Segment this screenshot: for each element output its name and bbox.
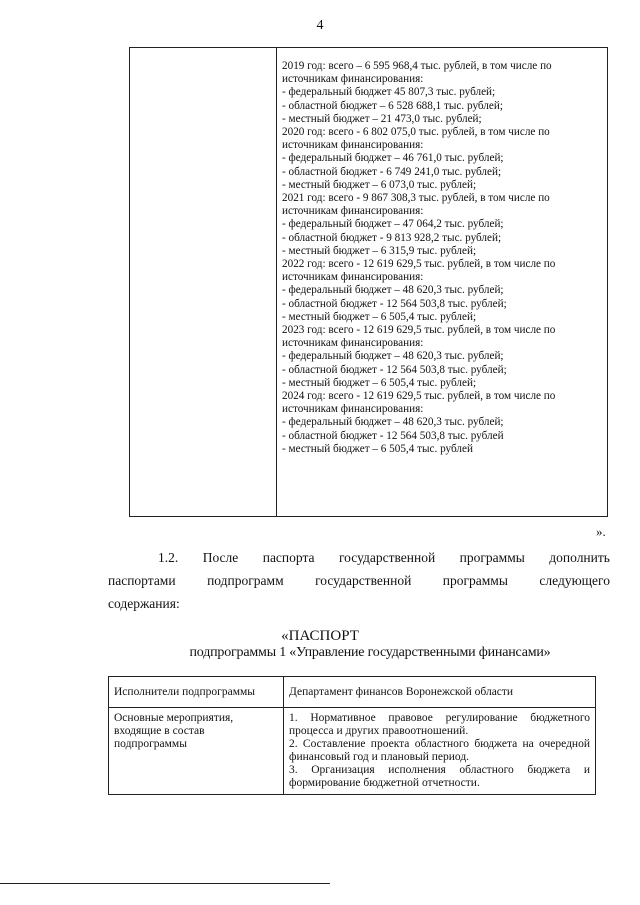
activity-item: 1. Нормативное правовое регулирование бюджетного процесса и других правоотношений.: [289, 712, 590, 737]
paragraph-word: После: [202, 550, 239, 565]
amendment-paragraph: [108, 546, 610, 615]
activities-cell: [284, 708, 596, 795]
funding-line: - федеральный бюджет – 48 620,3 тыс. рублей;: [282, 350, 504, 363]
funding-line: - областной бюджет - 12 564 503,8 тыс. рублей;: [282, 363, 507, 376]
funding-line: - областной бюджет - 12 564 503,8 тыс. рублей;: [282, 297, 507, 310]
paragraph-word: программы: [459, 550, 525, 565]
table-column-divider: [276, 48, 277, 516]
funding-line: источникам финансирования:: [282, 403, 424, 416]
funding-line: - местный бюджет – 21 473,0 тыс. рублей;: [282, 112, 482, 125]
closing-quote: ».: [596, 524, 606, 539]
paragraph-word: дополнить: [549, 550, 610, 565]
paragraph-line: [108, 592, 610, 615]
paragraph-word: 1.2.: [158, 550, 179, 565]
paragraph-word: подпрограмм: [207, 573, 284, 588]
funding-line: источникам финансирования:: [282, 271, 424, 284]
page-number: 4: [316, 18, 324, 33]
funding-line: - местный бюджет – 6 505,4 тыс. рублей;: [282, 310, 477, 323]
paragraph-word: паспорта: [262, 550, 315, 565]
activity-item: 3. Организация исполнения областного бюджета и формирование бюджетной отчетности.: [289, 764, 590, 789]
passport-title: «ПАСПОРТ: [281, 628, 359, 644]
funding-line: 2021 год: всего - 9 867 308,3 тыс. рублей, в том числе по: [282, 192, 550, 205]
funding-line: - федеральный бюджет – 46 761,0 тыс. рублей;: [282, 152, 504, 165]
funding-line: - областной бюджет - 9 813 928,2 тыс. рублей;: [282, 231, 502, 244]
executors-label: Исполнители подпрограммы: [109, 677, 284, 708]
funding-line: 2022 год: всего - 12 619 629,5 тыс. рублей, в том числе по: [282, 258, 556, 271]
passport-subtitle: подпрограммы 1 «Управление государственными финансами»: [189, 645, 551, 660]
funding-line: - федеральный бюджет 45 807,3 тыс. рублей;: [282, 86, 496, 99]
funding-line: источникам финансирования:: [282, 337, 424, 350]
paragraph-word: программы: [442, 573, 508, 588]
paragraph-line: [108, 569, 610, 592]
subprogram-passport-table: [108, 676, 596, 795]
funding-line: 2019 год: всего – 6 595 968,4 тыс. рублей, в том числе по: [282, 60, 552, 72]
funding-line: - местный бюджет – 6 505,4 тыс. рублей;: [282, 376, 477, 389]
paragraph-word: государственной: [338, 550, 436, 565]
activities-list: [289, 712, 590, 790]
funding-line: источникам финансирования:: [282, 205, 424, 218]
funding-line: - местный бюджет – 6 505,4 тыс. рублей: [282, 442, 473, 455]
paragraph-word: содержания:: [108, 596, 180, 611]
funding-line: - местный бюджет – 6 073,0 тыс. рублей;: [282, 178, 477, 191]
paragraph-word: следующего: [539, 573, 610, 588]
funding-line: - областной бюджет - 6 749 241,0 тыс. рублей;: [282, 165, 502, 178]
table-row: [109, 677, 596, 708]
paragraph-word: паспортами: [108, 573, 176, 588]
funding-line: 2020 год: всего - 6 802 075,0 тыс. рублей, в том числе по: [282, 126, 550, 139]
funding-line: 2024 год: всего - 12 619 629,5 тыс. рублей, в том числе по: [282, 390, 556, 403]
funding-line: источникам финансирования:: [282, 139, 424, 152]
table-row: [109, 708, 596, 795]
activities-label: Основные мероприятия, входящие в состав подпрограммы: [109, 708, 284, 795]
funding-list: [282, 60, 604, 456]
funding-line: 2023 год: всего - 12 619 629,5 тыс. рублей, в том числе по: [282, 324, 556, 337]
funding-line: - федеральный бюджет – 48 620,3 тыс. рублей;: [282, 284, 504, 297]
footnote-separator: [0, 883, 330, 884]
executors-value: Департамент финансов Воронежской области: [284, 677, 596, 708]
funding-line: - федеральный бюджет – 48 620,3 тыс. рублей;: [282, 416, 504, 429]
funding-line: - областной бюджет – 6 528 688,1 тыс. рублей;: [282, 99, 503, 112]
paragraph-word: государственной: [315, 573, 412, 588]
funding-line: - областной бюджет - 12 564 503,8 тыс. рублей: [282, 429, 504, 442]
funding-line: - федеральный бюджет – 47 064,2 тыс. рублей;: [282, 218, 504, 231]
activity-item: 2. Составление проекта областного бюджета на очередной финансовый год и плановый период.: [289, 738, 590, 763]
funding-table: [129, 47, 608, 517]
funding-line: - местный бюджет – 6 315,9 тыс. рублей;: [282, 244, 477, 257]
funding-line: источникам финансирования:: [282, 73, 424, 86]
paragraph-line: [108, 546, 610, 569]
